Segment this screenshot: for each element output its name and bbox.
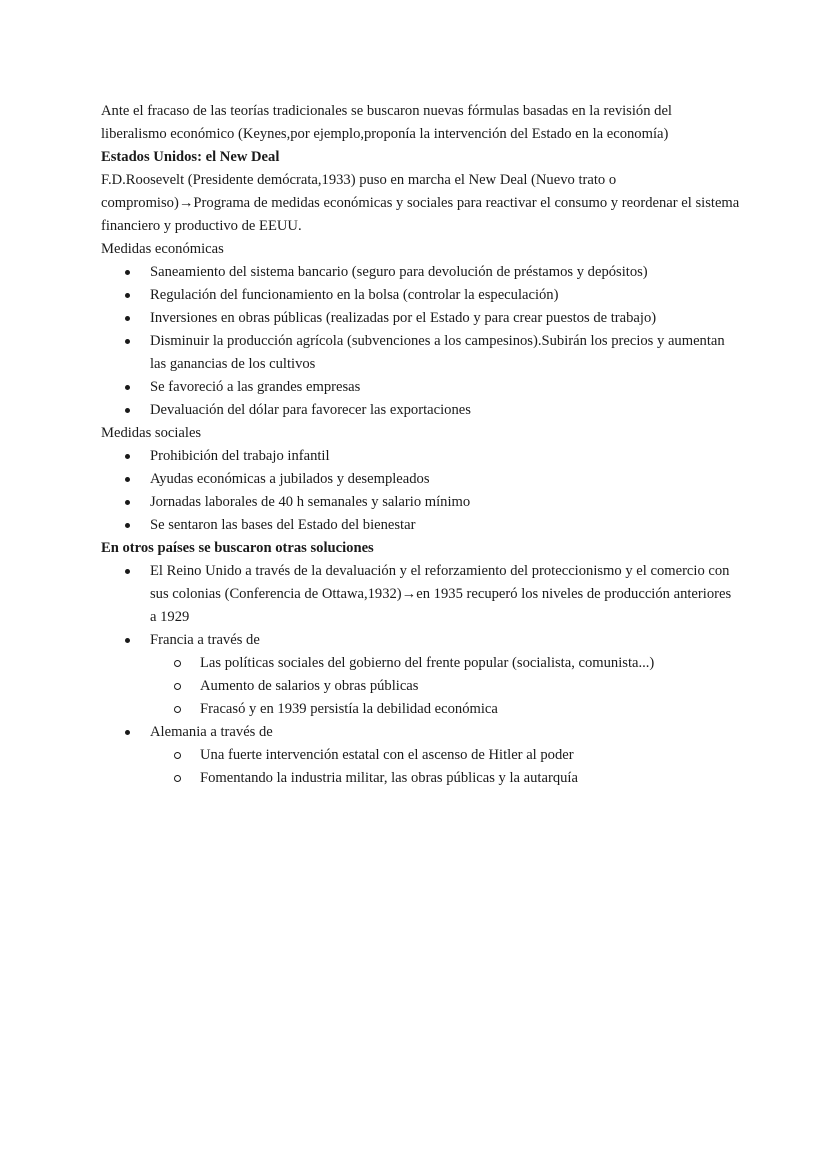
document-content xyxy=(101,100,741,790)
germany-label: Alemania a través de xyxy=(150,724,273,740)
france-sublist xyxy=(150,652,741,721)
list-item: Disminuir la producción agrícola (subvenciones a los campesinos).Subirán los precios y aumentan las ganancias de los cultivos xyxy=(101,330,741,376)
intro-paragraph: Ante el fracaso de las teorías tradicionales se buscaron nuevas fórmulas basadas en la revisión del liberalismo económico (Keynes,por ejemplo,proponía la intervención del Estado en la economía) xyxy=(101,103,672,142)
other-countries-list xyxy=(101,560,741,790)
economic-measures-label: Medidas económicas xyxy=(101,241,224,257)
list-item: Prohibición del trabajo infantil xyxy=(101,445,741,468)
new-deal-heading: Estados Unidos: el New Deal xyxy=(101,149,280,165)
list-item: Se sentaron las bases del Estado del bienestar xyxy=(101,514,741,537)
list-item: Una fuerte intervención estatal con el ascenso de Hitler al poder xyxy=(150,744,741,767)
france-label: Francia a través de xyxy=(150,632,260,648)
list-item: Regulación del funcionamiento en la bolsa (controlar la especulación) xyxy=(101,284,741,307)
list-item: Aumento de salarios y obras públicas xyxy=(150,675,741,698)
new-deal-description: F.D.Roosevelt (Presidente demócrata,1933) puso en marcha el New Deal (Nuevo trato o compromiso)→Programa de medidas económicas y sociales para reactivar el consumo y reordenar el sistema financiero y productivo de EEUU. xyxy=(101,172,740,234)
list-item-germany xyxy=(101,721,741,790)
social-measures-label: Medidas sociales xyxy=(101,425,202,441)
list-item: Se favoreció a las grandes empresas xyxy=(101,376,741,399)
list-item: Las políticas sociales del gobierno del frente popular (socialista, comunista...) xyxy=(150,652,741,675)
social-measures-list xyxy=(101,445,741,537)
list-item: Inversiones en obras públicas (realizadas por el Estado y para crear puestos de trabajo) xyxy=(101,307,741,330)
other-countries-heading: En otros países se buscaron otras soluciones xyxy=(101,540,374,556)
list-item: Ayudas económicas a jubilados y desempleados xyxy=(101,468,741,491)
list-item: Fomentando la industria militar, las obras públicas y la autarquía xyxy=(150,767,741,790)
list-item: Saneamiento del sistema bancario (seguro para devolución de préstamos y depósitos) xyxy=(101,261,741,284)
economic-measures-list xyxy=(101,261,741,422)
list-item: Jornadas laborales de 40 h semanales y salario mínimo xyxy=(101,491,741,514)
germany-sublist xyxy=(150,744,741,790)
list-item-uk: El Reino Unido a través de la devaluación y el reforzamiento del proteccionismo y el comercio con sus colonias (Conferencia de Ottawa,1932)→en 1935 recuperó los niveles de producción anteriores a 1929 xyxy=(101,560,741,629)
list-item: Devaluación del dólar para favorecer las exportaciones xyxy=(101,399,741,422)
list-item: Fracasó y en 1939 persistía la debilidad económica xyxy=(150,698,741,721)
list-item-france xyxy=(101,629,741,721)
